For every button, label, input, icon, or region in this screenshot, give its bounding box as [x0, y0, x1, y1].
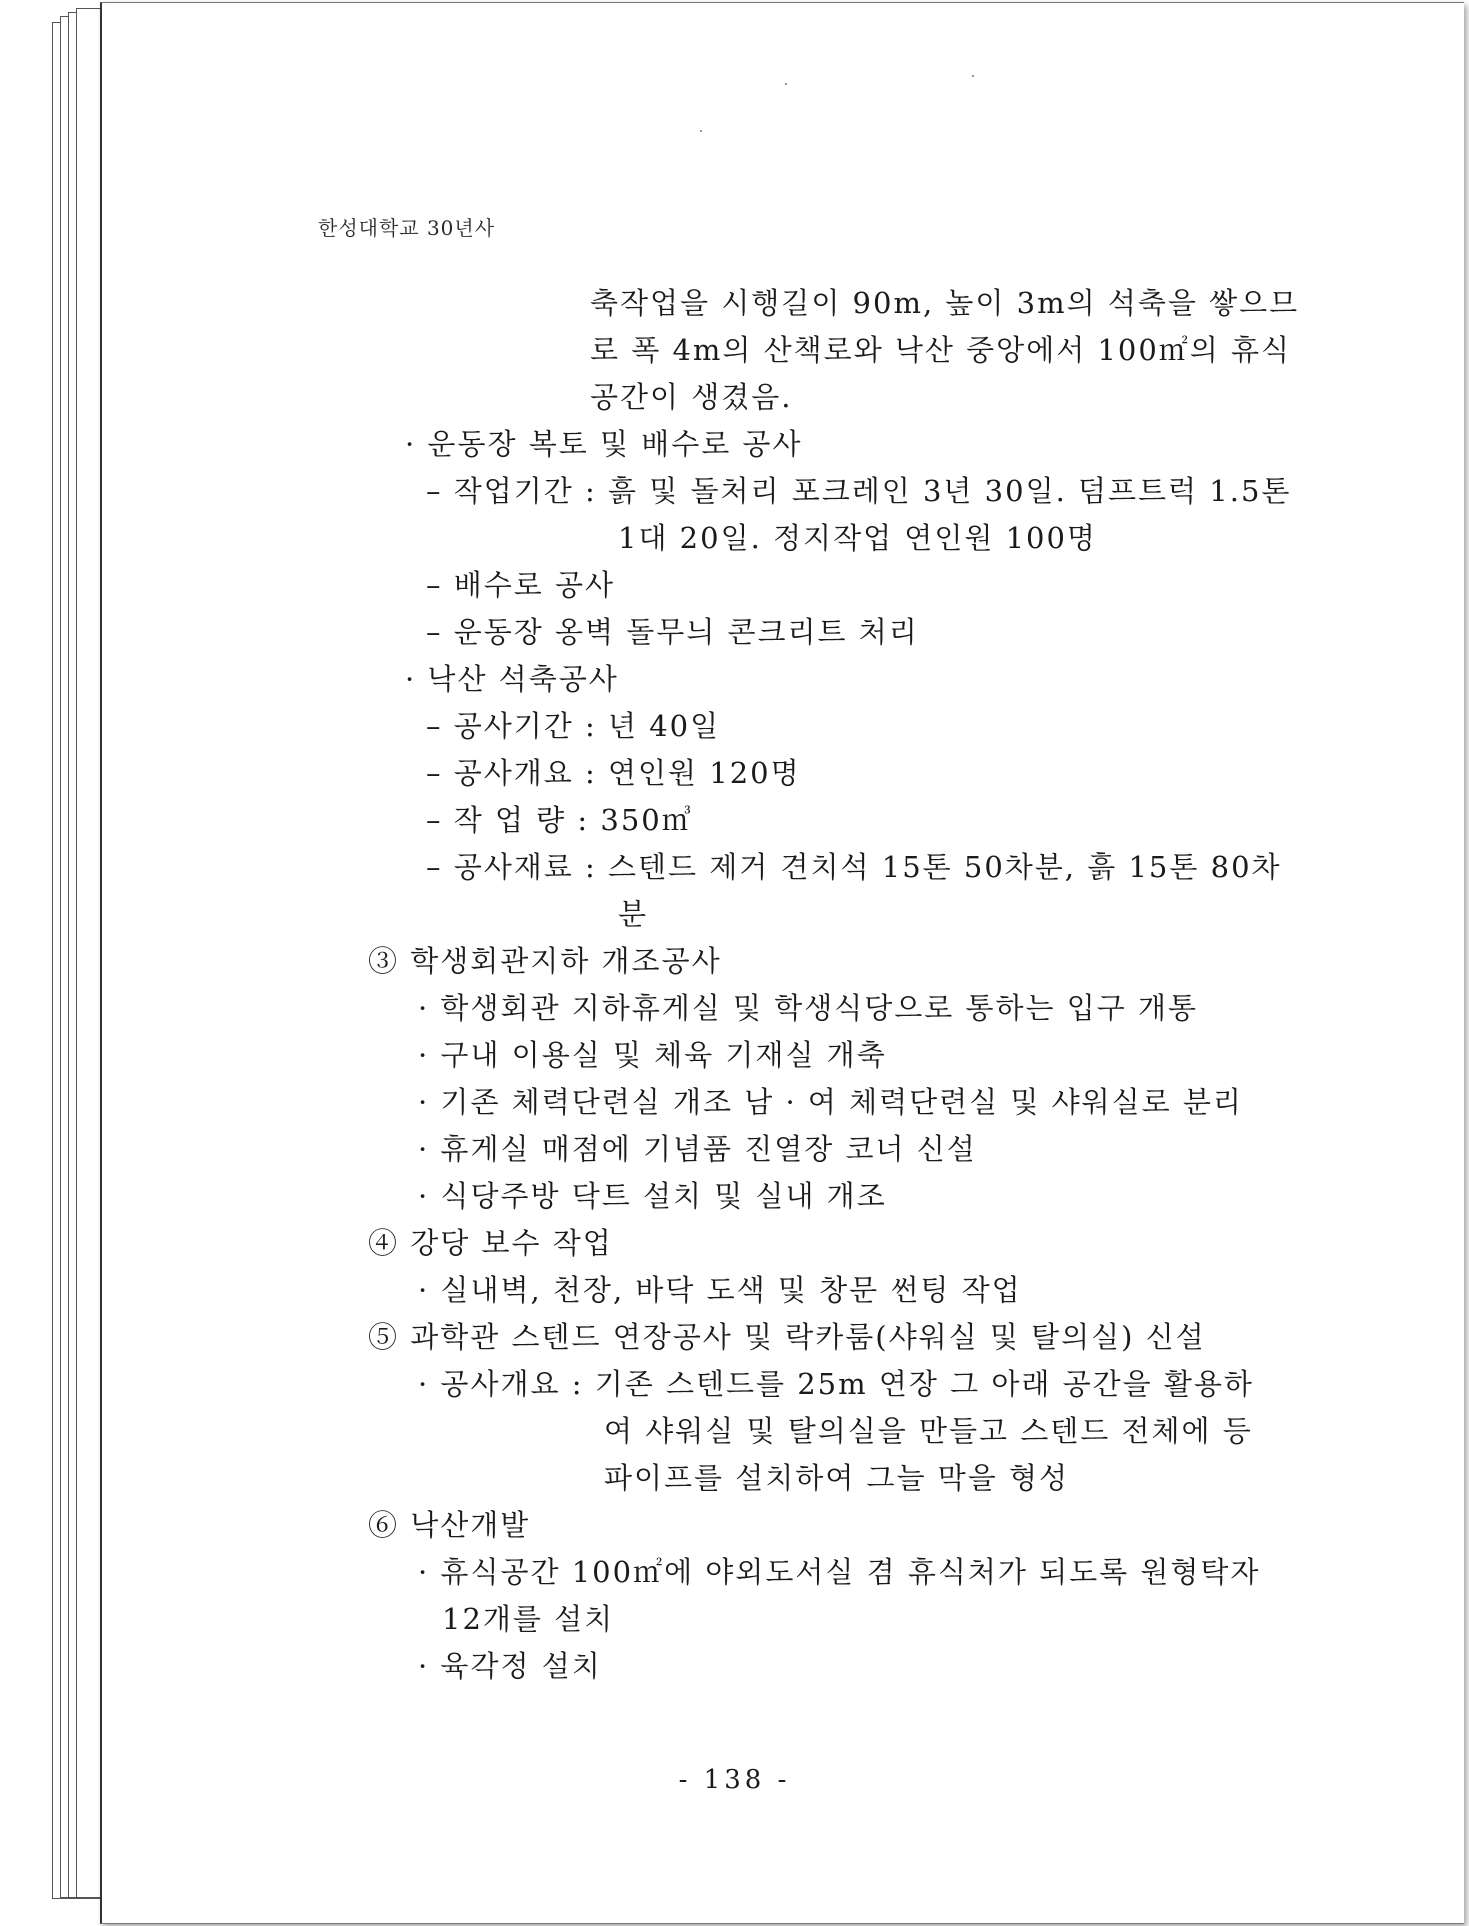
text-line: 축작업을 시행길이 90m, 높이 3m의 석축을 쌓으므 [590, 286, 1300, 320]
bullet-item: · 휴식공간 100㎡에 야외도서실 겸 휴식처가 되도록 원형탁자 [418, 1555, 1261, 1589]
numbered-heading: ⑥ 낙산개발 [368, 1508, 531, 1542]
text-line: 로 폭 4m의 산책로와 낙산 중앙에서 100㎡의 휴식 [590, 333, 1292, 367]
dash-item: – 배수로 공사 [426, 568, 616, 602]
dash-item: – 작 업 량 : 350㎥ [426, 803, 693, 837]
page-number: - 138 - [678, 1765, 791, 1795]
running-head: 한성대학교 30년사 [318, 216, 496, 240]
bullet-heading: · 낙산 석축공사 [405, 662, 619, 696]
numbered-heading: ③ 학생회관지하 개조공사 [368, 944, 722, 978]
bullet-item: · 공사개요 : 기존 스텐드를 25m 연장 그 아래 공간을 활용하 [418, 1367, 1254, 1401]
bullet-heading: · 운동장 복토 및 배수로 공사 [405, 427, 803, 461]
bullet-item: · 육각정 설치 [418, 1649, 602, 1683]
dash-item: – 공사재료 : 스텐드 제거 견치석 15톤 50차분, 흙 15톤 80차 [426, 850, 1282, 884]
dash-item: – 운동장 옹벽 돌무늬 콘크리트 처리 [426, 615, 919, 649]
bullet-item: · 실내벽, 천장, 바닥 도색 및 창문 썬팅 작업 [418, 1273, 1022, 1307]
dash-item-continuation: 분 [618, 897, 649, 931]
bullet-item-continuation: 파이프를 설치하여 그늘 막을 형성 [604, 1461, 1070, 1495]
bullet-item: · 학생회관 지하휴게실 및 학생식당으로 통하는 입구 개통 [418, 991, 1199, 1025]
scan-speck [700, 130, 702, 132]
scan-speck [785, 83, 787, 85]
dash-item: – 공사개요 : 연인원 120명 [426, 756, 801, 790]
dash-item-continuation: 1대 20일. 정지작업 연인원 100명 [618, 521, 1097, 555]
dash-item: – 공사기간 : 년 40일 [426, 709, 721, 743]
bullet-item: · 기존 체력단련실 개조 남 · 여 체력단련실 및 샤워실로 분리 [418, 1085, 1243, 1119]
bullet-item: · 휴게실 매점에 기념품 진열장 코너 신설 [418, 1132, 977, 1166]
text-line: 공간이 생겼음. [590, 380, 793, 414]
bullet-item: · 식당주방 닥트 설치 및 실내 개조 [418, 1179, 887, 1213]
numbered-heading: ④ 강당 보수 작업 [368, 1226, 613, 1260]
scan-speck [972, 75, 974, 77]
bullet-item-continuation: 12개를 설치 [442, 1602, 615, 1636]
numbered-heading: ⑤ 과학관 스텐드 연장공사 및 락카룸(샤워실 및 탈의실) 신설 [368, 1320, 1206, 1354]
bullet-item-continuation: 여 샤워실 및 탈의실을 만들고 스텐드 전체에 등 [604, 1414, 1253, 1448]
dash-item: – 작업기간 : 흙 및 돌처리 포크레인 3년 30일. 덤프트럭 1.5톤 [426, 474, 1292, 508]
bullet-item: · 구내 이용실 및 체육 기재실 개축 [418, 1038, 887, 1072]
